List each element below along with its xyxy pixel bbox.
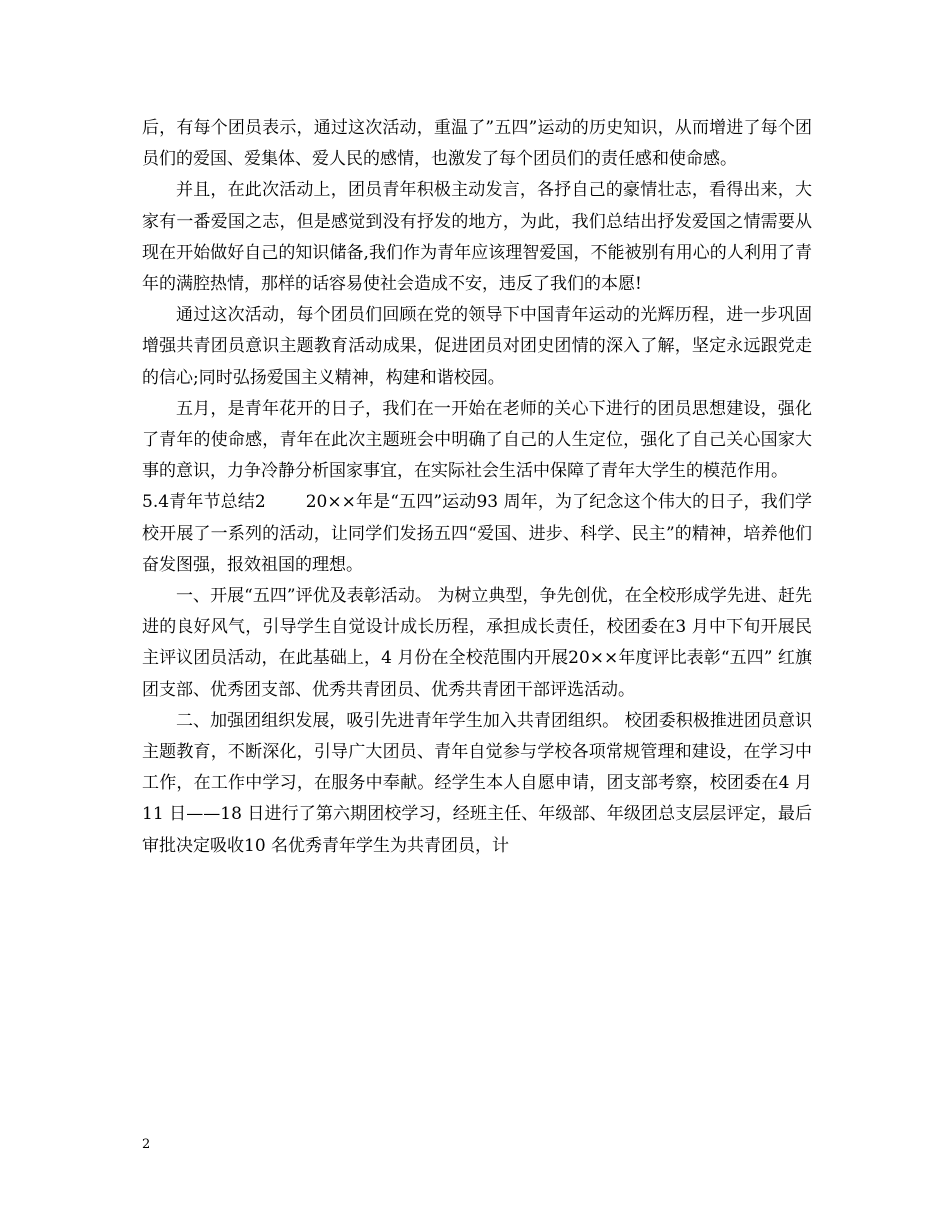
paragraph-activity-review: 通过这次活动，每个团员们回顾在党的领导下中国青年运动的光辉历程，进一步巩固增强共青团员意识主题教育活动成果，促进团员对团史团情的深入了解，坚定永远跟党走的信心;同时弘扬爱国主义精神，构建和谐校园。 bbox=[142, 305, 812, 388]
paragraph-continuation: 后，有每个团员表示，通过这次活动，重温了”五四”运动的历史知识，从而增进了每个团员们的爱国、爱集体、爱人民的感情，也激发了每个团员们的责任感和使命感。 bbox=[142, 118, 812, 170]
paragraph-awards: 一、开展“五四”评优及表彰活动。 为树立典型，争先创优，在全校形成学先进、赶先进的良好风气，引导学生自觉设计成长历程，承担成长责任，校团委在3 月中下旬开展民主评议团员活动，在此基础上，4 月份在全校范围内开展20××年度评比表彰“五四” 红旗团支部、优秀团支部、优秀共青团员、优秀共青团干部评选活动。 bbox=[142, 586, 812, 700]
paragraph-may-youth: 五月，是青年花开的日子，我们在一开始在老师的关心下进行的团员思想建设，强化了青年的使命感，青年在此次主题班会中明确了自己的人生定位，强化了自己关心国家大事的意识，力争冷静分析国家事宜，在实际社会生活中保障了青年大学生的模范作用。 bbox=[142, 398, 812, 482]
section-title: 5.4青年节总结2 bbox=[142, 492, 266, 513]
page-number: 2 bbox=[142, 1137, 151, 1152]
paragraph-youth-speech: 并且，在此次活动上，团员青年积极主动发言，各抒自己的豪情壮志，看得出来，大家有一番爱国之志，但是感觉到没有抒发的地方，为此，我们总结出抒发爱国之情需要从现在开始做好自己的知识储备,我们作为青年应该理智爱国，不能被别有用心的人利用了青年的满腔热情，那样的话容易使社会造成不安，违反了我们的本愿! bbox=[142, 180, 812, 295]
document-body bbox=[142, 113, 812, 862]
paragraph-league-development: 二、加强团组织发展，吸引先进青年学生加入共青团组织。 校团委积极推进团员意识主题教育，不断深化，引导广大团员、青年自觉参与学校各项常规管理和建设，在学习中工作，在工作中学习，在服务中奉献。经学生本人自愿申请，团支部考察，校团委在4 月11 日——18 日进行了第六期团校学习，经班主任、年级部、年级团总支层层评定，最后审批决定吸收10 名优秀青年学生为共青团员，计 bbox=[142, 710, 812, 856]
section-start bbox=[142, 487, 812, 581]
section-intro: 20××年是“五四”运动93 周年，为了纪念这个伟大的日子，我们学校开展了一系列的活动，让同学们发扬五四“爱国、进步、科学、民主”的精神，培养他们奋发图强，报效祖国的理想。 bbox=[142, 492, 812, 575]
